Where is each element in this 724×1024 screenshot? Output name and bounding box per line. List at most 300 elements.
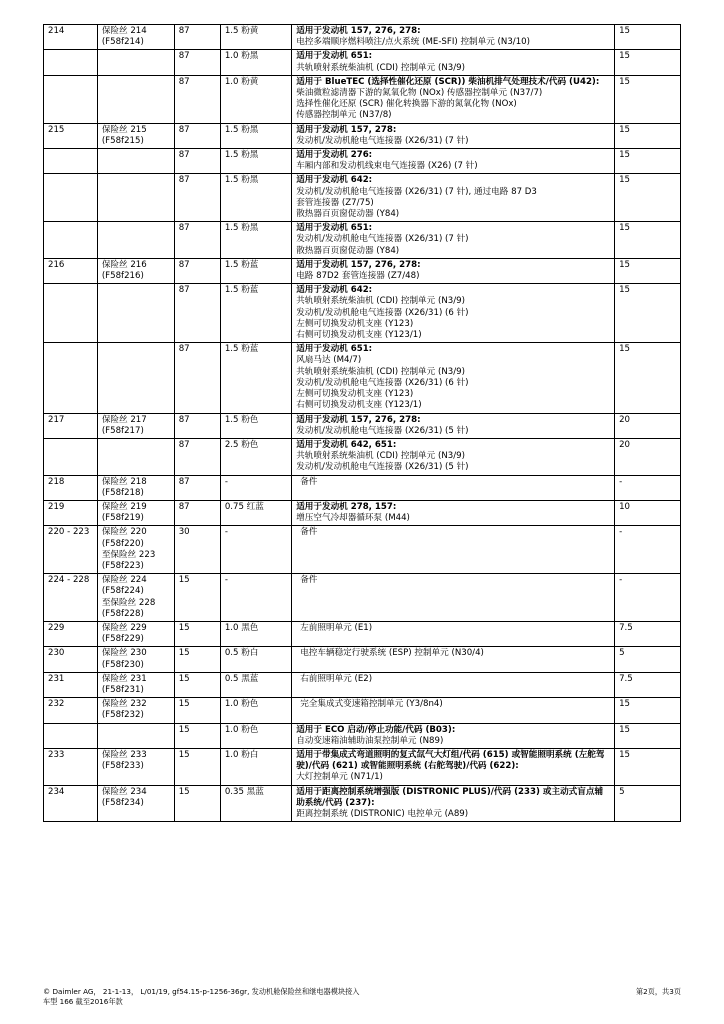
cell-amperage: [615, 785, 681, 822]
table-row: [44, 785, 681, 822]
consumer-condition: 适用于带集成式弯道照明的复式氙气大灯组/代码 (615) 或智能照明系统 (左舵驾驶)/代码 (621) 或智能照明系统 (右舵驾驶)/代码 (622):: [296, 749, 605, 772]
amperage-value: -: [619, 527, 623, 538]
fuse-name-line: (F58f219): [101, 513, 144, 524]
wire-spec: 1.0 黑色: [224, 622, 259, 633]
table-row: [44, 174, 681, 222]
cell-circuit: [174, 343, 220, 413]
cell-amperage: [615, 50, 681, 75]
cell-circuit: [174, 574, 220, 622]
cell-fuse-name: [97, 672, 174, 697]
fuse-name-line: 至保险丝 228: [101, 597, 156, 608]
circuit-value: 15: [178, 786, 190, 797]
cell-consumer: [292, 284, 615, 343]
cell-fuse-name: [97, 500, 174, 525]
circuit-value: 87: [178, 76, 190, 87]
cell-amperage: [615, 123, 681, 148]
amperage-value: 5: [619, 786, 625, 797]
table-row: [44, 222, 681, 259]
fuse-number: 217: [48, 414, 65, 425]
fuse-number: 229: [48, 622, 65, 633]
consumer-item: 发动机/发动机舱电气连接器 (X26/31) (6 针): [296, 377, 469, 388]
cell-consumer: [292, 343, 615, 413]
fuse-name-line: 保险丝 218: [101, 476, 147, 487]
cell-amperage: [615, 748, 681, 785]
cell-circuit: [174, 647, 220, 672]
wire-spec: 1.5 粉黑: [224, 150, 259, 161]
wire-spec: 0.75 红蓝: [224, 501, 264, 512]
consumer-condition: 适用于发动机 642:: [296, 285, 373, 296]
circuit-value: 30: [178, 527, 190, 538]
table-row: [44, 25, 681, 50]
consumer-condition: 适用于发动机 278, 157:: [296, 501, 397, 512]
circuit-value: 15: [178, 575, 190, 586]
consumer-item: 柴油微粒滤清器下游的氮氧化物 (NOx) 传感器控制单元 (N37/7): [296, 88, 543, 99]
cell-fuse-name: [97, 343, 174, 413]
cell-fuse-number: [44, 75, 98, 123]
circuit-value: 87: [178, 175, 190, 186]
cell-fuse-number: [44, 647, 98, 672]
wire-spec: 1.5 粉黑: [224, 223, 259, 234]
consumer-item: 左侧可切换发动机支座 (Y123): [296, 389, 414, 400]
cell-amperage: [615, 25, 681, 50]
cell-fuse-name: [97, 574, 174, 622]
cell-circuit: [174, 258, 220, 283]
table-row: [44, 343, 681, 413]
cell-wire: [220, 475, 291, 500]
cell-fuse-name: [97, 438, 174, 475]
cell-consumer: [292, 75, 615, 123]
consumer-item: 共轨喷射系统柴油机 (CDI) 控制单元 (N3/9): [296, 366, 465, 377]
wire-spec: -: [224, 527, 228, 538]
table-row: [44, 526, 681, 574]
cell-fuse-number: [44, 174, 98, 222]
cell-consumer: [292, 149, 615, 174]
circuit-value: 15: [178, 673, 190, 684]
fuse-name-line: 保险丝 220: [101, 527, 147, 538]
circuit-value: 15: [178, 648, 190, 659]
cell-wire: [220, 258, 291, 283]
cell-wire: [220, 75, 291, 123]
fuse-name-line: 保险丝 224: [101, 575, 147, 586]
cell-wire: [220, 526, 291, 574]
consumer-item: 备件: [300, 575, 318, 586]
circuit-value: 15: [178, 622, 190, 633]
cell-amperage: [615, 174, 681, 222]
cell-fuse-name: [97, 621, 174, 646]
cell-circuit: [174, 748, 220, 785]
fuse-number: 230: [48, 648, 65, 659]
fuse-number: 232: [48, 699, 65, 710]
amperage-value: 20: [619, 439, 631, 450]
consumer-item: 增压空气冷却器循环泵 (M44): [296, 513, 410, 524]
fuse-name-line: 保险丝 216: [101, 259, 147, 270]
fuse-name-line: 保险丝 214: [101, 26, 147, 36]
cell-fuse-number: [44, 123, 98, 148]
table-row: [44, 475, 681, 500]
fuse-name-line: 保险丝 233: [101, 749, 147, 760]
consumer-condition: 适用于发动机 651:: [296, 51, 373, 62]
fuse-name-line: (F58f223): [101, 560, 144, 571]
cell-consumer: [292, 500, 615, 525]
cell-amperage: [615, 475, 681, 500]
fuse-name-line: (F58f216): [101, 271, 144, 282]
fuse-name-line: 保险丝 229: [101, 622, 147, 633]
fuse-name-line: (F58f214): [101, 37, 144, 48]
fuse-name-line: (F58f233): [101, 761, 144, 772]
circuit-value: 87: [178, 259, 190, 270]
cell-consumer: [292, 672, 615, 697]
table-row: [44, 672, 681, 697]
amperage-value: -: [619, 476, 623, 487]
table-row: [44, 647, 681, 672]
cell-fuse-number: [44, 672, 98, 697]
cell-amperage: [615, 438, 681, 475]
fuse-name-line: (F58f220): [101, 538, 144, 549]
table-row: [44, 621, 681, 646]
consumer-item: 车厢内部和发动机线束电气连接器 (X26) (7 针): [296, 161, 478, 172]
consumer-item: 发动机/发动机舱电气连接器 (X26/31) (5 针): [296, 425, 469, 436]
cell-circuit: [174, 475, 220, 500]
cell-circuit: [174, 621, 220, 646]
cell-fuse-name: [97, 698, 174, 723]
cell-circuit: [174, 149, 220, 174]
cell-circuit: [174, 785, 220, 822]
cell-fuse-number: [44, 149, 98, 174]
cell-wire: [220, 647, 291, 672]
table-row: [44, 284, 681, 343]
amperage-value: 7.5: [619, 673, 633, 684]
fuse-name-line: 保险丝 215: [101, 124, 147, 135]
fuse-number: 218: [48, 476, 65, 487]
circuit-value: 87: [178, 285, 190, 296]
amperage-value: 5: [619, 648, 625, 659]
cell-consumer: [292, 438, 615, 475]
wire-spec: 1.0 粉色: [224, 724, 259, 735]
consumer-item: 散热器百页窗促动器 (Y84): [296, 245, 400, 256]
cell-fuse-name: [97, 174, 174, 222]
consumer-item: 距离控制系统 (DISTRONIC) 电控单元 (A89): [296, 809, 469, 819]
cell-wire: [220, 174, 291, 222]
cell-fuse-name: [97, 222, 174, 259]
wire-spec: 0.35 黑蓝: [224, 786, 264, 797]
fuse-name-line: (F58f217): [101, 425, 144, 436]
cell-fuse-number: [44, 413, 98, 438]
cell-consumer: [292, 258, 615, 283]
circuit-value: 15: [178, 724, 190, 735]
wire-spec: 1.5 粉黑: [224, 124, 259, 135]
consumer-item: 备件: [300, 527, 318, 538]
footer-left: [43, 987, 359, 1007]
cell-fuse-number: [44, 748, 98, 785]
cell-fuse-name: [97, 526, 174, 574]
cell-fuse-name: [97, 50, 174, 75]
wire-spec: 1.0 粉色: [224, 699, 259, 710]
cell-fuse-number: [44, 621, 98, 646]
consumer-item: 共轨喷射系统柴油机 (CDI) 控制单元 (N3/9): [296, 62, 465, 73]
cell-fuse-name: [97, 75, 174, 123]
fuse-name-line: 保险丝 230: [101, 648, 147, 659]
consumer-item: 发动机/发动机舱电气连接器 (X26/31) (7 针): [296, 135, 469, 146]
circuit-value: 87: [178, 223, 190, 234]
cell-amperage: [615, 413, 681, 438]
consumer-item: 自动变速箱油辅助油泵控制单元 (N89): [296, 735, 444, 746]
table-row: [44, 149, 681, 174]
wire-spec: -: [224, 575, 228, 586]
cell-circuit: [174, 723, 220, 748]
cell-consumer: [292, 785, 615, 822]
wire-spec: 1.5 粉黄: [224, 26, 259, 36]
cell-fuse-number: [44, 723, 98, 748]
fuse-name-line: (F58f234): [101, 797, 144, 808]
amperage-value: 15: [619, 175, 631, 186]
cell-consumer: [292, 50, 615, 75]
consumer-item: 完全集成式变速箱控制单元 (Y3/8n4): [300, 699, 443, 710]
cell-wire: [220, 698, 291, 723]
cell-amperage: [615, 526, 681, 574]
circuit-value: 87: [178, 51, 190, 62]
cell-wire: [220, 343, 291, 413]
consumer-condition: 适用于 BlueTEC (选择性催化还原 (SCR)) 柴油机排气处理技术/代码 (U42):: [296, 76, 600, 87]
cell-amperage: [615, 284, 681, 343]
cell-amperage: [615, 647, 681, 672]
cell-circuit: [174, 222, 220, 259]
consumer-condition: 适用于发动机 157, 278:: [296, 124, 397, 135]
cell-fuse-name: [97, 284, 174, 343]
fuse-name-line: 至保险丝 223: [101, 549, 156, 560]
consumer-item: 电路 87D2 套管连接器 (Z7/48): [296, 271, 420, 282]
consumer-condition: 适用于发动机 651:: [296, 223, 373, 234]
fuse-number: 231: [48, 673, 65, 684]
cell-wire: [220, 123, 291, 148]
cell-amperage: [615, 500, 681, 525]
cell-fuse-number: [44, 785, 98, 822]
consumer-item: 传感器控制单元 (N37/8): [296, 110, 392, 121]
cell-consumer: [292, 526, 615, 574]
cell-circuit: [174, 50, 220, 75]
cell-circuit: [174, 526, 220, 574]
cell-wire: [220, 25, 291, 50]
consumer-condition: 适用于发动机 157, 276, 278:: [296, 414, 421, 425]
cell-circuit: [174, 672, 220, 697]
amperage-value: 7.5: [619, 622, 633, 633]
table-row: [44, 123, 681, 148]
amperage-value: 15: [619, 150, 631, 161]
consumer-item: 共轨喷射系统柴油机 (CDI) 控制单元 (N3/9): [296, 296, 465, 307]
cell-fuse-number: [44, 284, 98, 343]
cell-fuse-name: [97, 258, 174, 283]
consumer-item: 备件: [300, 476, 318, 487]
consumer-condition: 适用于 ECO 启动/停止功能/代码 (B03):: [296, 724, 456, 735]
circuit-value: 87: [178, 124, 190, 135]
cell-circuit: [174, 123, 220, 148]
fuse-number: 220 - 223: [48, 527, 90, 538]
fuse-name-line: 保险丝 232: [101, 699, 147, 710]
amperage-value: 15: [619, 259, 631, 270]
cell-circuit: [174, 500, 220, 525]
cell-consumer: [292, 123, 615, 148]
amperage-value: 15: [619, 724, 631, 735]
amperage-value: 15: [619, 285, 631, 296]
amperage-value: 15: [619, 344, 631, 355]
cell-fuse-number: [44, 343, 98, 413]
fuse-name-line: (F58f218): [101, 487, 144, 498]
consumer-item: 共轨喷射系统柴油机 (CDI) 控制单元 (N3/9): [296, 451, 465, 462]
amperage-value: 15: [619, 749, 631, 760]
consumer-item: 发动机/发动机舱电气连接器 (X26/31) (7 针), 通过电路 87 D3: [296, 186, 537, 197]
consumer-item: 发动机/发动机舱电气连接器 (X26/31) (6 针): [296, 307, 469, 318]
wire-spec: -: [224, 476, 228, 487]
cell-consumer: [292, 413, 615, 438]
cell-consumer: [292, 475, 615, 500]
cell-consumer: [292, 698, 615, 723]
table-row: [44, 258, 681, 283]
fuse-number: 214: [48, 26, 65, 36]
cell-wire: [220, 149, 291, 174]
circuit-value: 15: [178, 749, 190, 760]
consumer-item: 左侧可切换发动机支座 (Y123): [296, 318, 414, 329]
table-row: [44, 438, 681, 475]
amperage-value: 15: [619, 223, 631, 234]
wire-spec: 1.0 粉白: [224, 749, 259, 760]
amperage-value: 15: [619, 699, 631, 710]
cell-fuse-number: [44, 258, 98, 283]
cell-amperage: [615, 343, 681, 413]
fuse-name-line: (F58f232): [101, 710, 144, 721]
cell-circuit: [174, 75, 220, 123]
consumer-item: 右侧可切换发动机支座 (Y123/1): [296, 400, 422, 411]
fuse-name-line: (F58f229): [101, 634, 144, 645]
circuit-value: 15: [178, 699, 190, 710]
wire-spec: 1.0 粉黑: [224, 51, 259, 62]
fuse-number: 216: [48, 259, 65, 270]
cell-amperage: [615, 574, 681, 622]
cell-circuit: [174, 698, 220, 723]
consumer-item: 电控多端顺序燃料喷注/点火系统 (ME-SFI) 控制单元 (N3/10): [296, 37, 530, 48]
cell-wire: [220, 284, 291, 343]
amperage-value: -: [619, 575, 623, 586]
cell-fuse-number: [44, 500, 98, 525]
consumer-item: 风扇马达 (M4/7): [296, 355, 362, 366]
cell-wire: [220, 438, 291, 475]
cell-amperage: [615, 672, 681, 697]
consumer-condition: 适用于发动机 157, 276, 278:: [296, 26, 421, 36]
consumer-condition: 适用于发动机 642, 651:: [296, 439, 397, 450]
cell-fuse-number: [44, 526, 98, 574]
consumer-item: 发动机/发动机舱电气连接器 (X26/31) (7 针): [296, 234, 469, 245]
consumer-item: 选择性催化还原 (SCR) 催化转换器下游的氮氧化物 (NOx): [296, 99, 517, 110]
fuse-number: 233: [48, 749, 65, 760]
cell-wire: [220, 50, 291, 75]
amperage-value: 15: [619, 26, 631, 36]
cell-consumer: [292, 647, 615, 672]
cell-amperage: [615, 222, 681, 259]
consumer-item: 发动机/发动机舱电气连接器 (X26/31) (5 针): [296, 462, 469, 473]
cell-consumer: [292, 222, 615, 259]
fuse-number: 219: [48, 501, 65, 512]
cell-wire: [220, 574, 291, 622]
cell-fuse-name: [97, 149, 174, 174]
consumer-condition: 适用于发动机 651:: [296, 344, 373, 355]
cell-consumer: [292, 25, 615, 50]
consumer-condition: 适用于距离控制系统增强版 (DISTRONIC PLUS)/代码 (233) 或主动式盲点辅助系统/代码 (237):: [296, 786, 604, 808]
wire-spec: 0.5 黑蓝: [224, 673, 259, 684]
circuit-value: 87: [178, 150, 190, 161]
cell-fuse-name: [97, 647, 174, 672]
cell-fuse-number: [44, 698, 98, 723]
cell-wire: [220, 413, 291, 438]
consumer-condition: 适用于发动机 276:: [296, 150, 373, 161]
consumer-item: 电控车辆稳定行驶系统 (ESP) 控制单元 (N30/4): [300, 648, 484, 659]
cell-amperage: [615, 723, 681, 748]
cell-fuse-number: [44, 475, 98, 500]
circuit-value: 87: [178, 476, 190, 487]
fuse-name-line: (F58f215): [101, 135, 144, 146]
fuse-number: 234: [48, 786, 65, 797]
amperage-value: 15: [619, 51, 631, 62]
cell-fuse-number: [44, 222, 98, 259]
cell-amperage: [615, 258, 681, 283]
cell-amperage: [615, 621, 681, 646]
cell-fuse-name: [97, 723, 174, 748]
wire-spec: 1.5 粉蓝: [224, 344, 259, 355]
fuse-name-line: 保险丝 219: [101, 501, 147, 512]
footer-page-number: 第2页，共3页: [635, 987, 681, 996]
cell-fuse-number: [44, 50, 98, 75]
table-row: [44, 748, 681, 785]
wire-spec: 1.5 粉色: [224, 414, 259, 425]
cell-wire: [220, 748, 291, 785]
fuse-name-line: 保险丝 231: [101, 673, 147, 684]
circuit-value: 87: [178, 414, 190, 425]
wire-spec: 1.0 粉黄: [224, 76, 259, 87]
cell-wire: [220, 222, 291, 259]
cell-wire: [220, 621, 291, 646]
wire-spec: 1.5 粉黑: [224, 175, 259, 186]
cell-consumer: [292, 723, 615, 748]
cell-wire: [220, 672, 291, 697]
wire-spec: 1.5 粉蓝: [224, 285, 259, 296]
fuse-name-line: (F58f231): [101, 684, 144, 695]
fuse-number: 224 - 228: [48, 575, 90, 586]
cell-amperage: [615, 75, 681, 123]
wire-spec: 2.5 粉色: [224, 439, 259, 450]
consumer-condition: 适用于发动机 642:: [296, 175, 373, 186]
cell-fuse-name: [97, 475, 174, 500]
cell-amperage: [615, 698, 681, 723]
cell-fuse-number: [44, 25, 98, 50]
consumer-item: 右前照明单元 (E2): [300, 673, 373, 684]
consumer-item: 右侧可切换发动机支座 (Y123/1): [296, 330, 422, 341]
cell-consumer: [292, 748, 615, 785]
cell-wire: [220, 723, 291, 748]
cell-fuse-name: [97, 413, 174, 438]
cell-circuit: [174, 438, 220, 475]
table-row: [44, 75, 681, 123]
table-row: [44, 500, 681, 525]
cell-fuse-name: [97, 25, 174, 50]
cell-consumer: [292, 574, 615, 622]
table-row: [44, 413, 681, 438]
table-row: [44, 723, 681, 748]
cell-fuse-number: [44, 574, 98, 622]
consumer-item: 套管连接器 (Z7/75): [296, 197, 374, 208]
fuse-name-line: (F58f224): [101, 586, 144, 597]
wire-spec: 1.5 粉蓝: [224, 259, 259, 270]
footer-model: 车型 166 截至2016年款: [43, 997, 123, 1006]
fuse-name-line: (F58f230): [101, 659, 144, 670]
cell-fuse-number: [44, 438, 98, 475]
wire-spec: 0.5 粉白: [224, 648, 259, 659]
